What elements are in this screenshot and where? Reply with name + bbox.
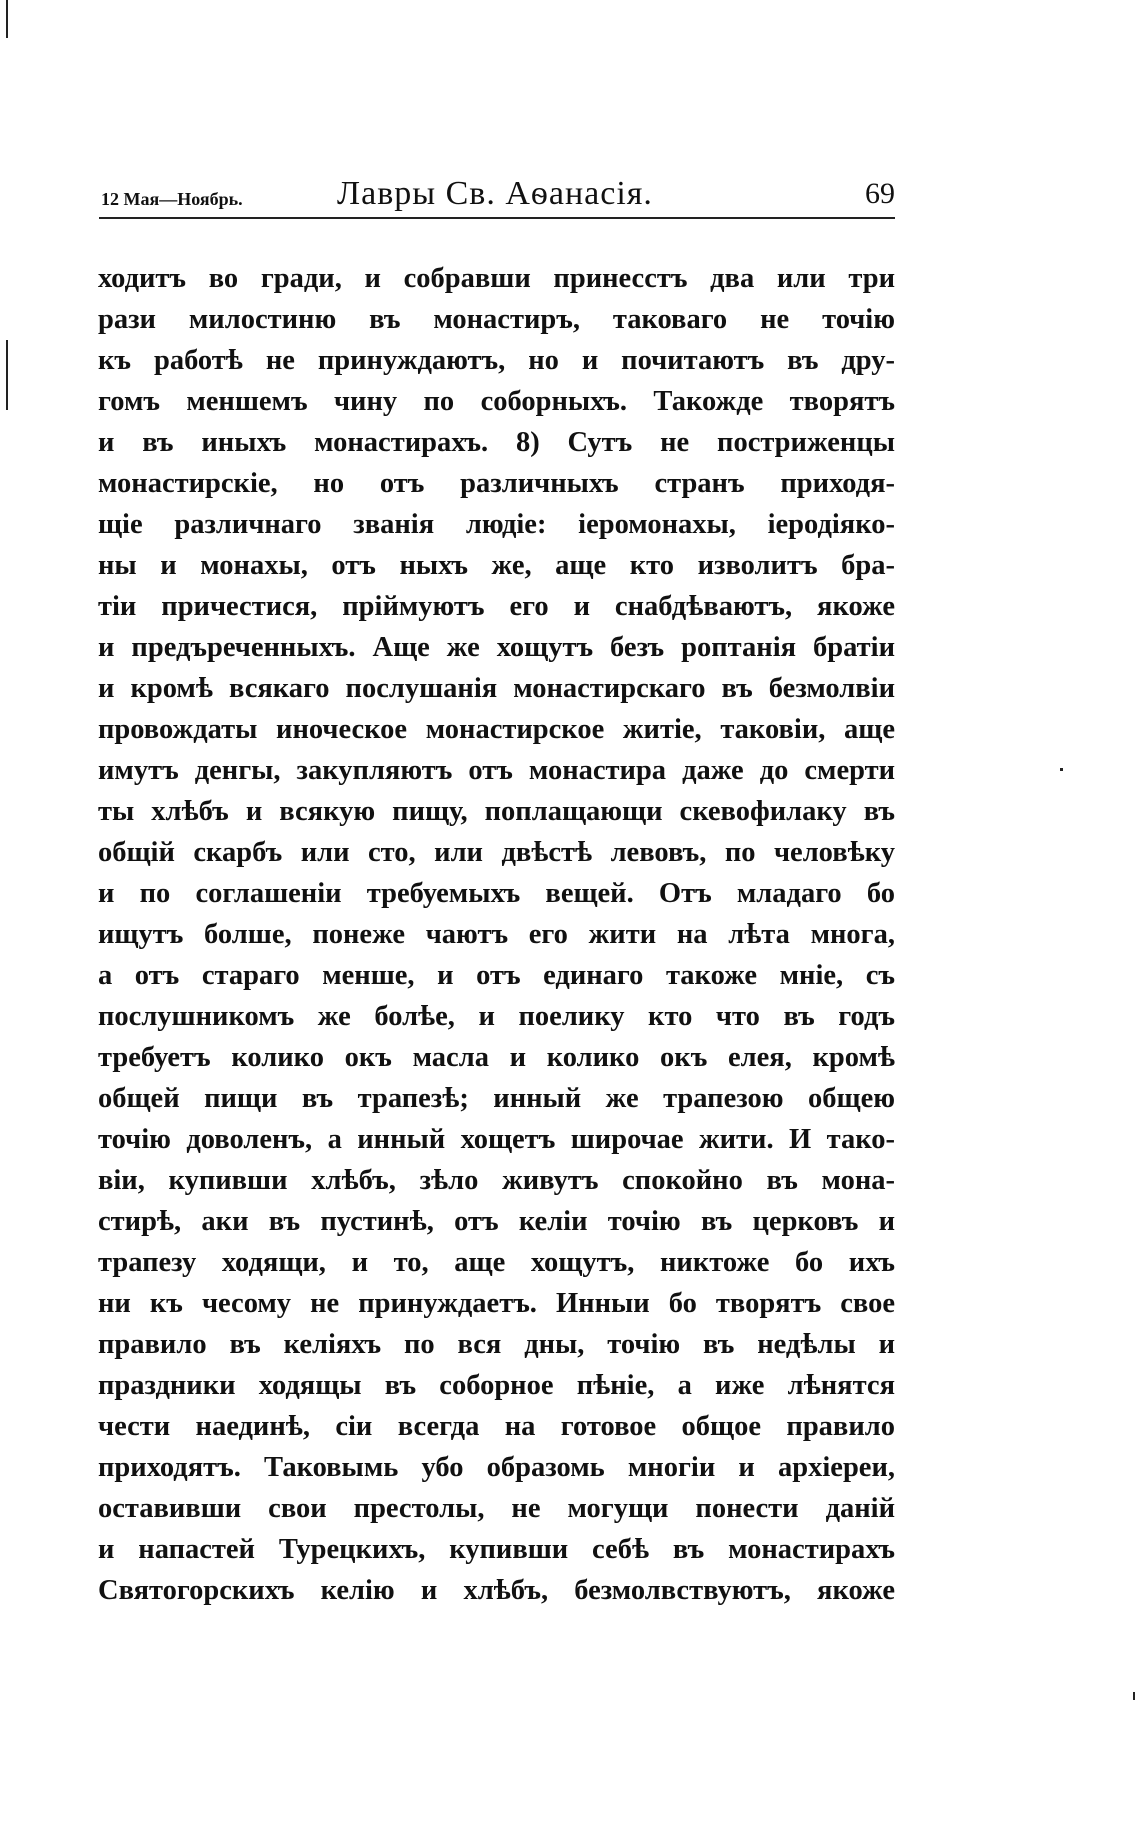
header-rule [99,217,895,219]
text-line: гомъ меншемъ чину по соборныхъ. Такожде творятъ [98,386,895,417]
text-line: послушникомъ же болѣе, и поелику кто что въ годъ [98,1001,895,1032]
text-line: правило въ келіяхъ по вся дны, точію въ недѣлы и [98,1329,895,1360]
text-line: общій скарбъ или сто, или двѣстѣ левовъ, по человѣку [98,837,895,868]
text-line: монастирскіе, но отъ различныхъ странъ приходя- [98,468,895,499]
text-line: имутъ денгы, закупляютъ отъ монастира даже до смерти [98,755,895,786]
text-line: къ работѣ не принуждаютъ, но и почитаютъ въ дру- [98,345,895,376]
text-line: провождаты иноческое монастирское житіе, таковіи, аще [98,714,895,745]
text-line: и напастей Турецкихъ, купивши себѣ въ монастирахъ [98,1534,895,1565]
text-line: рази милостиню въ монастиръ, таковаго не точію [98,304,895,335]
header-title: Лавры Св. Аѳанасія. [337,175,653,212]
scan-edge-mark [6,340,8,410]
text-line: и въ иныхъ монастирахъ. 8) Сутъ не постриженцы [98,427,895,458]
text-line: ты хлѣбъ и всякую пищу, поплащающи скевофилаку въ [98,796,895,827]
text-line: чести наединѣ, сіи всегда на готовое общое правило [98,1411,895,1442]
text-line: и по соглашеніи требуемыхъ вещей. Отъ младаго бо [98,878,895,909]
scan-edge-mark [1133,1692,1135,1700]
text-line: віи, купивши хлѣбъ, зѣло живутъ спокойно въ мона- [98,1165,895,1196]
scan-edge-mark [1060,768,1063,771]
text-line: трапезу ходящи, и то, аще хощутъ, никтоже бо ихъ [98,1247,895,1278]
scan-edge-mark [6,0,8,38]
text-line: оставивши свои престолы, не могущи понести даній [98,1493,895,1524]
text-line: Святогорскихъ келію и хлѣбъ, безмолвствуютъ, якоже [98,1575,895,1606]
text-line: и кромѣ всякаго послушанія монастирскаго въ безмолвіи [98,673,895,704]
text-line: и предъреченныхъ. Аще же хощутъ безъ роптанія братіи [98,632,895,663]
text-line: праздники ходящы въ соборное пѣніе, а иже лѣнятся [98,1370,895,1401]
text-line: ни къ чесому не принуждаетъ. Инныи бо творятъ свое [98,1288,895,1319]
text-line: а отъ стараго менше, и отъ единаго такоже мніе, съ [98,960,895,991]
page-number: 69 [865,177,895,210]
text-line: требуетъ колико окъ масла и колико окъ елея, кромѣ [98,1042,895,1073]
text-line: точію доволенъ, а инный хощетъ широчае жити. И тако- [98,1124,895,1155]
body-text [98,258,895,1611]
text-line: стирѣ, аки въ пустинѣ, отъ келіи точію въ церковъ и [98,1206,895,1237]
text-line: ищутъ болше, понеже чаютъ его жити на лѣта многа, [98,919,895,950]
text-line: общей пищи въ трапезѣ; инный же трапезою общею [98,1083,895,1114]
running-header [95,175,895,225]
text-line: приходятъ. Таковымь убо образомь многіи и архіереи, [98,1452,895,1483]
text-line: ходитъ во гради, и собравши принесстъ два или три [98,263,895,294]
text-line: ны и монахы, отъ ныхъ же, аще кто изволитъ бра- [98,550,895,581]
header-dates: 12 Мая—Ноябрь. [101,189,243,209]
text-line: щіе различнаго званія людіе: іеромонахы, іеродіяко- [98,509,895,540]
text-line: тіи причестися, пріймуютъ его и снабдѣваютъ, якоже [98,591,895,622]
